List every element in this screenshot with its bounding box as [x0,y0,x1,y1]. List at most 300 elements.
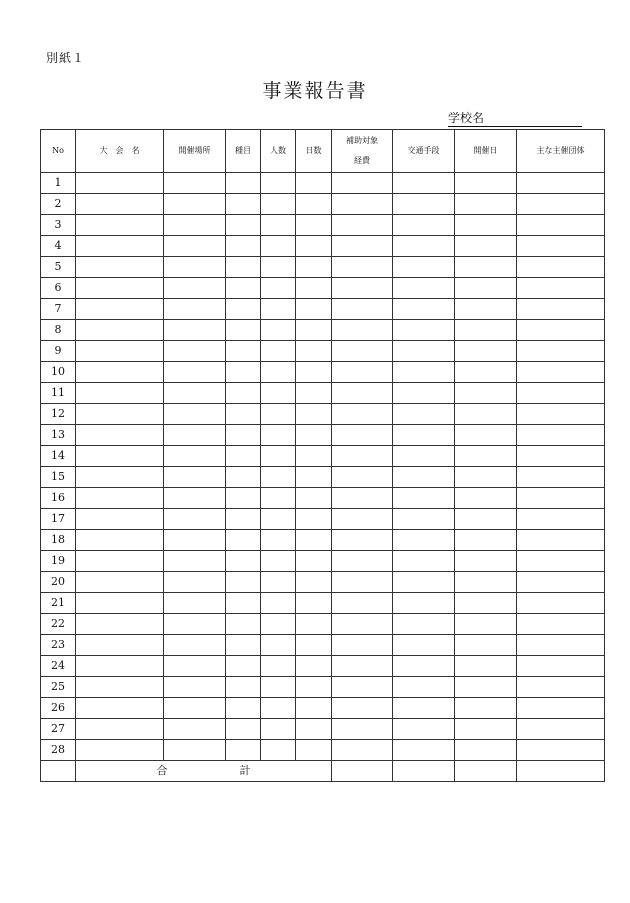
organizer-cell[interactable] [517,446,605,467]
transport-cell[interactable] [393,194,455,215]
category-cell[interactable] [226,593,261,614]
people-cell[interactable] [261,362,296,383]
date-cell[interactable] [455,572,517,593]
category-cell[interactable] [226,383,261,404]
date-cell[interactable] [455,593,517,614]
event-cell[interactable] [76,719,164,740]
transport-cell[interactable] [393,383,455,404]
table-row [41,425,605,446]
event-cell[interactable] [76,215,164,236]
organizer-cell[interactable] [517,509,605,530]
date-cell[interactable] [455,446,517,467]
row-number: 27 [41,719,76,740]
row-number: 23 [41,635,76,656]
people-cell[interactable] [261,173,296,194]
transport-cell[interactable] [393,656,455,677]
date-cell[interactable] [455,551,517,572]
people-cell[interactable] [261,299,296,320]
transport-cell[interactable] [393,173,455,194]
total-transport-cell[interactable] [393,761,455,782]
organizer-cell[interactable] [517,656,605,677]
people-cell[interactable] [261,677,296,698]
venue-cell[interactable] [164,593,226,614]
expense-cell[interactable] [332,362,393,383]
people-cell[interactable] [261,740,296,761]
category-cell[interactable] [226,572,261,593]
transport-cell[interactable] [393,446,455,467]
days-cell[interactable] [296,572,332,593]
category-cell[interactable] [226,278,261,299]
transport-cell[interactable] [393,215,455,236]
header-days: 日数 [296,130,332,173]
days-cell[interactable] [296,614,332,635]
table-row [41,278,605,299]
venue-cell[interactable] [164,446,226,467]
organizer-cell[interactable] [517,341,605,362]
expense-cell[interactable] [332,488,393,509]
expense-cell[interactable] [332,299,393,320]
row-number: 24 [41,656,76,677]
row-number: 9 [41,341,76,362]
header-row [41,130,605,173]
event-cell[interactable] [76,404,164,425]
total-label-cell [76,761,332,782]
table-row [41,173,605,194]
people-cell[interactable] [261,530,296,551]
table-row [41,362,605,383]
days-cell[interactable] [296,215,332,236]
expense-cell[interactable] [332,614,393,635]
people-cell[interactable] [261,509,296,530]
date-cell[interactable] [455,425,517,446]
report-body [41,173,605,761]
expense-cell[interactable] [332,740,393,761]
event-cell[interactable] [76,341,164,362]
row-number: 6 [41,278,76,299]
organizer-cell[interactable] [517,425,605,446]
expense-cell[interactable] [332,698,393,719]
days-cell[interactable] [296,320,332,341]
days-cell[interactable] [296,236,332,257]
days-cell[interactable] [296,719,332,740]
venue-cell[interactable] [164,467,226,488]
venue-cell[interactable] [164,635,226,656]
days-cell[interactable] [296,488,332,509]
date-cell[interactable] [455,719,517,740]
days-cell[interactable] [296,635,332,656]
school-name-label: 学校名 [448,111,485,125]
venue-cell[interactable] [164,194,226,215]
venue-cell[interactable] [164,530,226,551]
transport-cell[interactable] [393,299,455,320]
venue-cell[interactable] [164,173,226,194]
transport-cell[interactable] [393,530,455,551]
venue-cell[interactable] [164,341,226,362]
table-row [41,509,605,530]
row-number: 26 [41,698,76,719]
event-cell[interactable] [76,320,164,341]
venue-cell[interactable] [164,362,226,383]
expense-cell[interactable] [332,719,393,740]
header-expense [332,130,393,173]
expense-cell[interactable] [332,425,393,446]
organizer-cell[interactable] [517,614,605,635]
expense-cell[interactable] [332,572,393,593]
date-cell[interactable] [455,656,517,677]
total-date-cell[interactable] [455,761,517,782]
people-cell[interactable] [261,257,296,278]
category-cell[interactable] [226,215,261,236]
organizer-cell[interactable] [517,698,605,719]
days-cell[interactable] [296,698,332,719]
category-cell[interactable] [226,341,261,362]
organizer-cell[interactable] [517,320,605,341]
venue-cell[interactable] [164,698,226,719]
category-cell[interactable] [226,425,261,446]
transport-cell[interactable] [393,572,455,593]
people-cell[interactable] [261,383,296,404]
transport-cell[interactable] [393,425,455,446]
people-cell[interactable] [261,719,296,740]
transport-cell[interactable] [393,614,455,635]
row-number: 7 [41,299,76,320]
organizer-cell[interactable] [517,383,605,404]
people-cell[interactable] [261,467,296,488]
expense-cell[interactable] [332,278,393,299]
total-expense-cell[interactable] [332,761,393,782]
organizer-cell[interactable] [517,740,605,761]
people-cell[interactable] [261,341,296,362]
table-row [41,593,605,614]
event-cell[interactable] [76,530,164,551]
date-cell[interactable] [455,698,517,719]
days-cell[interactable] [296,362,332,383]
date-cell[interactable] [455,740,517,761]
category-cell[interactable] [226,719,261,740]
organizer-cell[interactable] [517,530,605,551]
venue-cell[interactable] [164,236,226,257]
table-row [41,719,605,740]
days-cell[interactable] [296,593,332,614]
category-cell[interactable] [226,740,261,761]
transport-cell[interactable] [393,404,455,425]
date-cell[interactable] [455,614,517,635]
date-cell[interactable] [455,236,517,257]
venue-cell[interactable] [164,551,226,572]
organizer-cell[interactable] [517,572,605,593]
organizer-cell[interactable] [517,362,605,383]
venue-cell[interactable] [164,740,226,761]
people-cell[interactable] [261,278,296,299]
event-cell[interactable] [76,551,164,572]
transport-cell[interactable] [393,362,455,383]
expense-cell[interactable] [332,194,393,215]
header-expense-line2: 経費 [354,156,370,165]
category-cell[interactable] [226,614,261,635]
date-cell[interactable] [455,278,517,299]
transport-cell[interactable] [393,698,455,719]
row-number: 18 [41,530,76,551]
venue-cell[interactable] [164,215,226,236]
event-cell[interactable] [76,257,164,278]
total-row [41,761,605,782]
expense-cell[interactable] [332,341,393,362]
table-row [41,530,605,551]
table-row [41,215,605,236]
days-cell[interactable] [296,551,332,572]
transport-cell[interactable] [393,257,455,278]
category-cell[interactable] [226,656,261,677]
row-number: 10 [41,362,76,383]
days-cell[interactable] [296,656,332,677]
venue-cell[interactable] [164,278,226,299]
venue-cell[interactable] [164,299,226,320]
total-organizer-cell[interactable] [517,761,605,782]
expense-cell[interactable] [332,635,393,656]
venue-cell[interactable] [164,257,226,278]
people-cell[interactable] [261,593,296,614]
days-cell[interactable] [296,404,332,425]
date-cell[interactable] [455,257,517,278]
days-cell[interactable] [296,425,332,446]
date-cell[interactable] [455,635,517,656]
category-cell[interactable] [226,236,261,257]
organizer-cell[interactable] [517,677,605,698]
expense-cell[interactable] [332,677,393,698]
organizer-cell[interactable] [517,467,605,488]
event-cell[interactable] [76,446,164,467]
event-cell[interactable] [76,635,164,656]
expense-cell[interactable] [332,593,393,614]
row-number: 13 [41,425,76,446]
category-cell[interactable] [226,257,261,278]
transport-cell[interactable] [393,341,455,362]
days-cell[interactable] [296,194,332,215]
header-venue: 開催場所 [164,130,226,173]
category-cell[interactable] [226,509,261,530]
venue-cell[interactable] [164,425,226,446]
event-cell[interactable] [76,572,164,593]
organizer-cell[interactable] [517,278,605,299]
venue-cell[interactable] [164,509,226,530]
date-cell[interactable] [455,362,517,383]
row-number: 8 [41,320,76,341]
event-cell[interactable] [76,740,164,761]
table-row [41,656,605,677]
event-cell[interactable] [76,194,164,215]
event-cell[interactable] [76,425,164,446]
date-cell[interactable] [455,215,517,236]
expense-cell[interactable] [332,173,393,194]
table-row [41,677,605,698]
category-cell[interactable] [226,194,261,215]
expense-cell[interactable] [332,530,393,551]
transport-cell[interactable] [393,719,455,740]
venue-cell[interactable] [164,383,226,404]
venue-cell[interactable] [164,614,226,635]
days-cell[interactable] [296,530,332,551]
days-cell[interactable] [296,677,332,698]
people-cell[interactable] [261,446,296,467]
expense-cell[interactable] [332,320,393,341]
people-cell[interactable] [261,236,296,257]
venue-cell[interactable] [164,320,226,341]
days-cell[interactable] [296,740,332,761]
row-number: 3 [41,215,76,236]
organizer-cell[interactable] [517,215,605,236]
total-label-left: 合 [156,764,168,777]
table-row [41,488,605,509]
organizer-cell[interactable] [517,551,605,572]
category-cell[interactable] [226,488,261,509]
organizer-cell[interactable] [517,404,605,425]
days-cell[interactable] [296,341,332,362]
category-cell[interactable] [226,173,261,194]
expense-cell[interactable] [332,551,393,572]
date-cell[interactable] [455,173,517,194]
category-cell[interactable] [226,299,261,320]
category-cell[interactable] [226,467,261,488]
table-row [41,299,605,320]
date-cell[interactable] [455,194,517,215]
event-cell[interactable] [76,488,164,509]
date-cell[interactable] [455,488,517,509]
event-cell[interactable] [76,362,164,383]
category-cell[interactable] [226,446,261,467]
expense-cell[interactable] [332,656,393,677]
days-cell[interactable] [296,257,332,278]
days-cell[interactable] [296,509,332,530]
days-cell[interactable] [296,299,332,320]
expense-cell[interactable] [332,383,393,404]
venue-cell[interactable] [164,572,226,593]
people-cell[interactable] [261,635,296,656]
organizer-cell[interactable] [517,173,605,194]
days-cell[interactable] [296,383,332,404]
expense-cell[interactable] [332,257,393,278]
event-cell[interactable] [76,677,164,698]
event-cell[interactable] [76,467,164,488]
transport-cell[interactable] [393,677,455,698]
days-cell[interactable] [296,446,332,467]
organizer-cell[interactable] [517,593,605,614]
people-cell[interactable] [261,404,296,425]
date-cell[interactable] [455,341,517,362]
date-cell[interactable] [455,299,517,320]
event-cell[interactable] [76,383,164,404]
transport-cell[interactable] [393,551,455,572]
row-number: 21 [41,593,76,614]
event-cell[interactable] [76,614,164,635]
organizer-cell[interactable] [517,719,605,740]
venue-cell[interactable] [164,404,226,425]
organizer-cell[interactable] [517,194,605,215]
expense-cell[interactable] [332,509,393,530]
row-number: 28 [41,740,76,761]
people-cell[interactable] [261,194,296,215]
event-cell[interactable] [76,698,164,719]
row-number: 14 [41,446,76,467]
total-no-cell [41,761,76,782]
organizer-cell[interactable] [517,488,605,509]
event-cell[interactable] [76,656,164,677]
days-cell[interactable] [296,467,332,488]
event-cell[interactable] [76,593,164,614]
category-cell[interactable] [226,551,261,572]
date-cell[interactable] [455,467,517,488]
table-row [41,635,605,656]
date-cell[interactable] [455,383,517,404]
organizer-cell[interactable] [517,635,605,656]
header-category: 種目 [226,130,261,173]
venue-cell[interactable] [164,488,226,509]
transport-cell[interactable] [393,488,455,509]
header-organizer: 主な主催団体 [517,130,605,173]
days-cell[interactable] [296,278,332,299]
venue-cell[interactable] [164,719,226,740]
date-cell[interactable] [455,677,517,698]
people-cell[interactable] [261,215,296,236]
people-cell[interactable] [261,698,296,719]
venue-cell[interactable] [164,656,226,677]
venue-cell[interactable] [164,677,226,698]
organizer-cell[interactable] [517,299,605,320]
row-number: 20 [41,572,76,593]
event-cell[interactable] [76,236,164,257]
organizer-cell[interactable] [517,236,605,257]
event-cell[interactable] [76,509,164,530]
category-cell[interactable] [226,677,261,698]
expense-cell[interactable] [332,236,393,257]
school-name-field[interactable] [448,111,582,127]
date-cell[interactable] [455,404,517,425]
people-cell[interactable] [261,614,296,635]
category-cell[interactable] [226,635,261,656]
days-cell[interactable] [296,173,332,194]
people-cell[interactable] [261,425,296,446]
date-cell[interactable] [455,320,517,341]
people-cell[interactable] [261,320,296,341]
transport-cell[interactable] [393,320,455,341]
organizer-cell[interactable] [517,257,605,278]
people-cell[interactable] [261,488,296,509]
transport-cell[interactable] [393,593,455,614]
transport-cell[interactable] [393,635,455,656]
expense-cell[interactable] [332,404,393,425]
transport-cell[interactable] [393,278,455,299]
expense-cell[interactable] [332,467,393,488]
expense-cell[interactable] [332,446,393,467]
event-cell[interactable] [76,299,164,320]
category-cell[interactable] [226,362,261,383]
date-cell[interactable] [455,509,517,530]
transport-cell[interactable] [393,236,455,257]
event-cell[interactable] [76,173,164,194]
category-cell[interactable] [226,698,261,719]
category-cell[interactable] [226,404,261,425]
event-cell[interactable] [76,278,164,299]
transport-cell[interactable] [393,740,455,761]
people-cell[interactable] [261,656,296,677]
expense-cell[interactable] [332,215,393,236]
people-cell[interactable] [261,572,296,593]
transport-cell[interactable] [393,509,455,530]
transport-cell[interactable] [393,467,455,488]
category-cell[interactable] [226,320,261,341]
category-cell[interactable] [226,530,261,551]
people-cell[interactable] [261,551,296,572]
date-cell[interactable] [455,530,517,551]
